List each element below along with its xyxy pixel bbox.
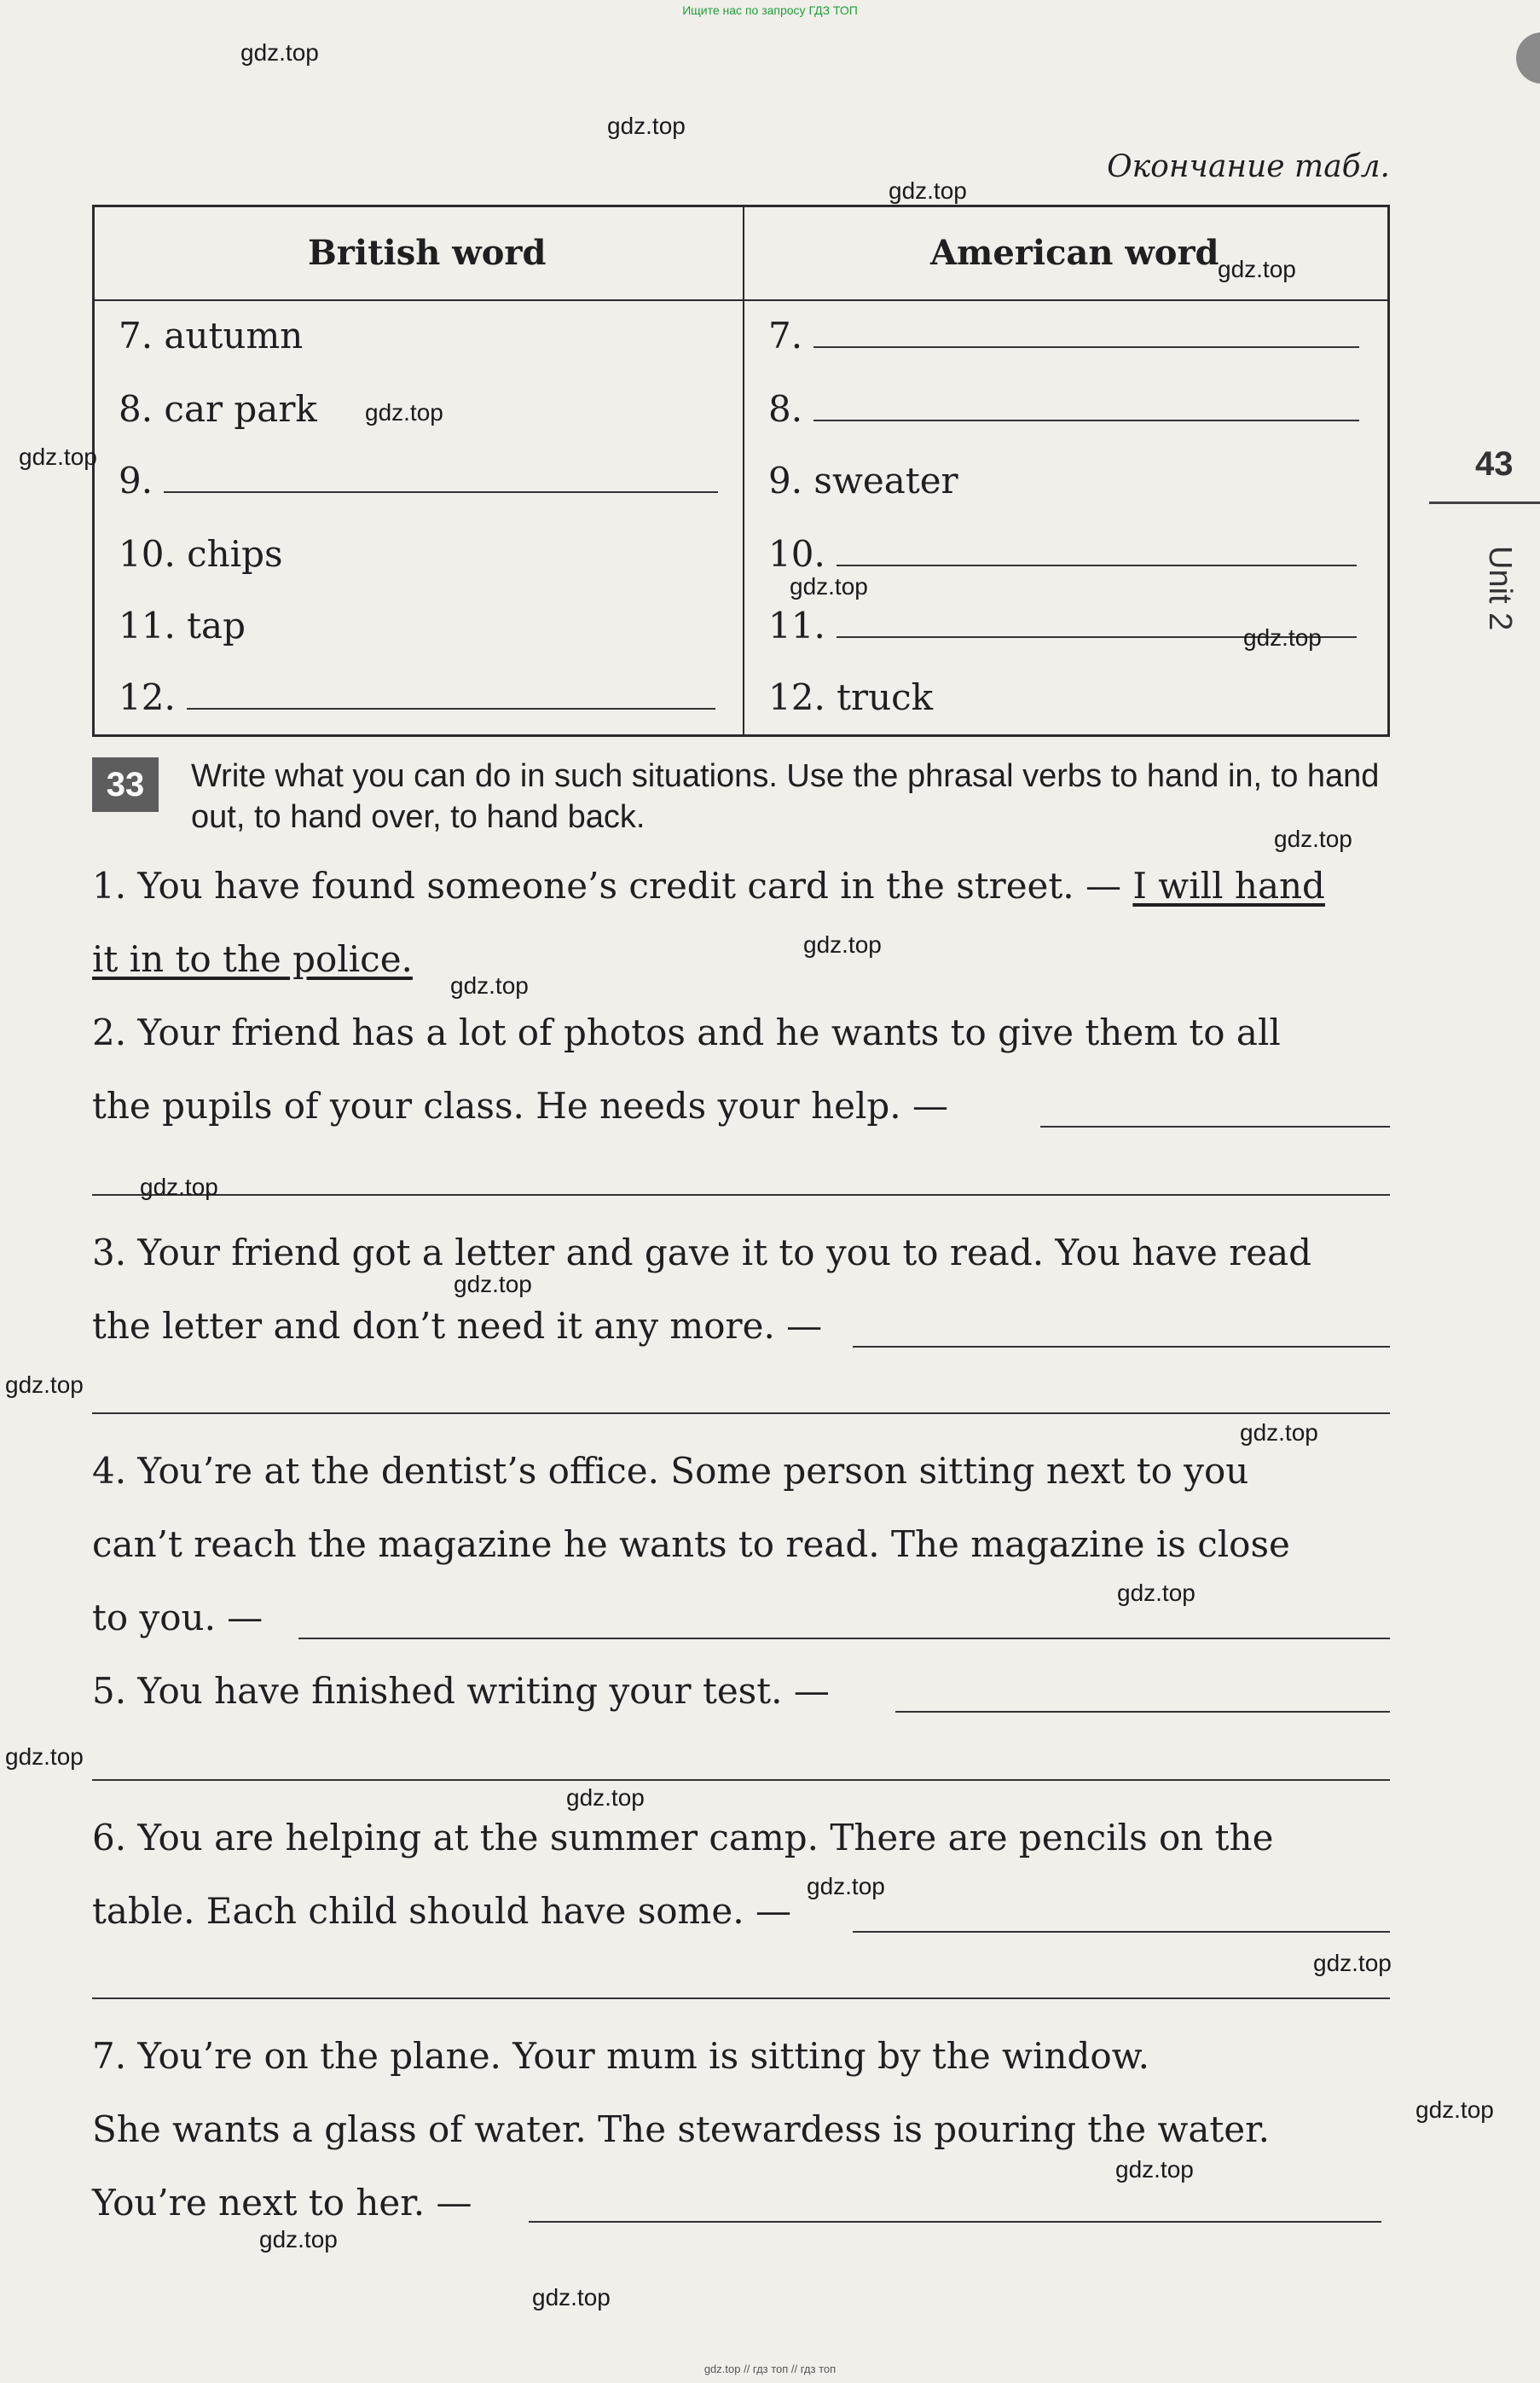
vocabulary-table: [92, 205, 1390, 737]
answer-blank: [92, 1194, 1390, 1196]
exercise-line: to you. —: [92, 1597, 263, 1638]
answer-blank: [92, 1779, 1390, 1781]
exercise-line: 6. You are helping at the summer camp. There are pencils on the: [92, 1817, 1274, 1858]
answer-blank: [1040, 1126, 1390, 1128]
watermark: gdz.top: [1117, 1580, 1196, 1606]
answer-blank: [92, 1412, 1390, 1414]
watermark: gdz.top: [807, 1873, 885, 1899]
table-column-divider: [743, 207, 744, 734]
column-header-british: British word: [308, 233, 547, 273]
watermark: gdz.top: [1416, 2096, 1494, 2123]
answer-blank: [853, 1931, 1390, 1933]
table-cell-right: 7.: [768, 315, 1359, 357]
exercise-answer-line: it in to the police.: [92, 938, 413, 980]
exercise-line: 4. You’re at the dentist’s office. Some person sitting next to you: [92, 1450, 1249, 1492]
table-header-divider: [95, 299, 1387, 301]
answer-blank: [92, 1997, 1390, 1999]
watermark: gdz.top: [1115, 2156, 1194, 2183]
watermark: gdz.top: [259, 2226, 338, 2253]
watermark: gdz.top: [240, 39, 319, 66]
exercise-line: 3. Your friend got a letter and gave it to you to read. You have read: [92, 1232, 1312, 1273]
exercise-line: 2. Your friend has a lot of photos and he wants to give them to all: [92, 1012, 1281, 1053]
exercise-line: 5. You have finished writing your test. —: [92, 1670, 830, 1712]
table-cell-left: 7. autumn: [119, 315, 304, 357]
exercise-line: the pupils of your class. He needs your help. —: [92, 1085, 949, 1127]
watermark: gdz.top: [1240, 1419, 1318, 1446]
watermark: gdz.top: [454, 1271, 532, 1297]
table-cell-left: 8. car park: [119, 388, 317, 430]
exercise-line: 7. You’re on the plane. Your mum is sitting by the window.: [92, 2035, 1149, 2077]
unit-label: Unit 2: [1482, 546, 1518, 631]
table-cell-right: 12. truck: [768, 676, 934, 718]
watermark: gdz.top: [790, 573, 868, 600]
watermark: gdz.top: [1218, 256, 1296, 282]
watermark: gdz.top: [607, 113, 686, 139]
exercise-line: the letter and don’t need it any more. —: [92, 1305, 823, 1347]
exercise-line: You’re next to her. —: [92, 2182, 472, 2224]
watermark: gdz.top: [566, 1784, 645, 1811]
watermark: gdz.top: [5, 1743, 84, 1770]
watermark: gdz.top: [19, 444, 97, 470]
watermark: gdz.top: [1243, 624, 1322, 651]
column-header-american: American word: [930, 233, 1219, 273]
table-cell-right: 8.: [768, 388, 1359, 430]
exercise-number-badge: 33: [92, 757, 159, 812]
watermark: gdz.top: [1313, 1950, 1392, 1976]
answer-blank: [298, 1638, 1390, 1639]
table-cell-left: 9.: [119, 460, 718, 502]
exercise-line: table. Each child should have some. —: [92, 1890, 791, 1932]
page-edge-decoration: [1516, 32, 1540, 84]
watermark: gdz.top: [1274, 826, 1352, 852]
table-cell-left: 10. chips: [119, 533, 283, 575]
watermark: gdz.top: [5, 1371, 84, 1398]
answer-blank: [529, 2221, 1381, 2223]
margin-divider: [1429, 502, 1540, 504]
table-cell-left: 12.: [119, 676, 715, 718]
exercise-line: She wants a glass of water. The stewardess is pouring the water.: [92, 2108, 1270, 2150]
top-note: Ищите нас по запросу ГДЗ ТОП: [682, 3, 858, 17]
answer-blank: [895, 1711, 1390, 1713]
watermark: gdz.top: [140, 1174, 218, 1200]
table-continuation-note: Окончание табл.: [1107, 149, 1390, 184]
watermark: gdz.top: [803, 931, 882, 958]
watermark: gdz.top: [450, 972, 529, 999]
answer-blank: [853, 1346, 1390, 1348]
page-number: 43: [1475, 445, 1514, 483]
exercise-line: 1. You have found someone’s credit card in the street. — I will hand: [92, 865, 1325, 907]
table-cell-right: 10.: [768, 533, 1357, 575]
table-cell-left: 11. tap: [119, 605, 246, 646]
watermark: gdz.top: [532, 2284, 611, 2311]
watermark: gdz.top: [889, 177, 967, 204]
table-cell-right: 9. sweater: [768, 460, 958, 502]
exercise-line: can’t reach the magazine he wants to read. The magazine is close: [92, 1523, 1290, 1565]
table-cell-right: 11.: [768, 605, 1357, 646]
exercise-instruction: Write what you can do in such situations. Use the phrasal verbs to hand in, to hand out, to hand over, to hand back.: [191, 758, 1380, 835]
bottom-note: gdz.top // гдз топ // гдз топ: [703, 2363, 837, 2375]
watermark: gdz.top: [365, 399, 443, 426]
